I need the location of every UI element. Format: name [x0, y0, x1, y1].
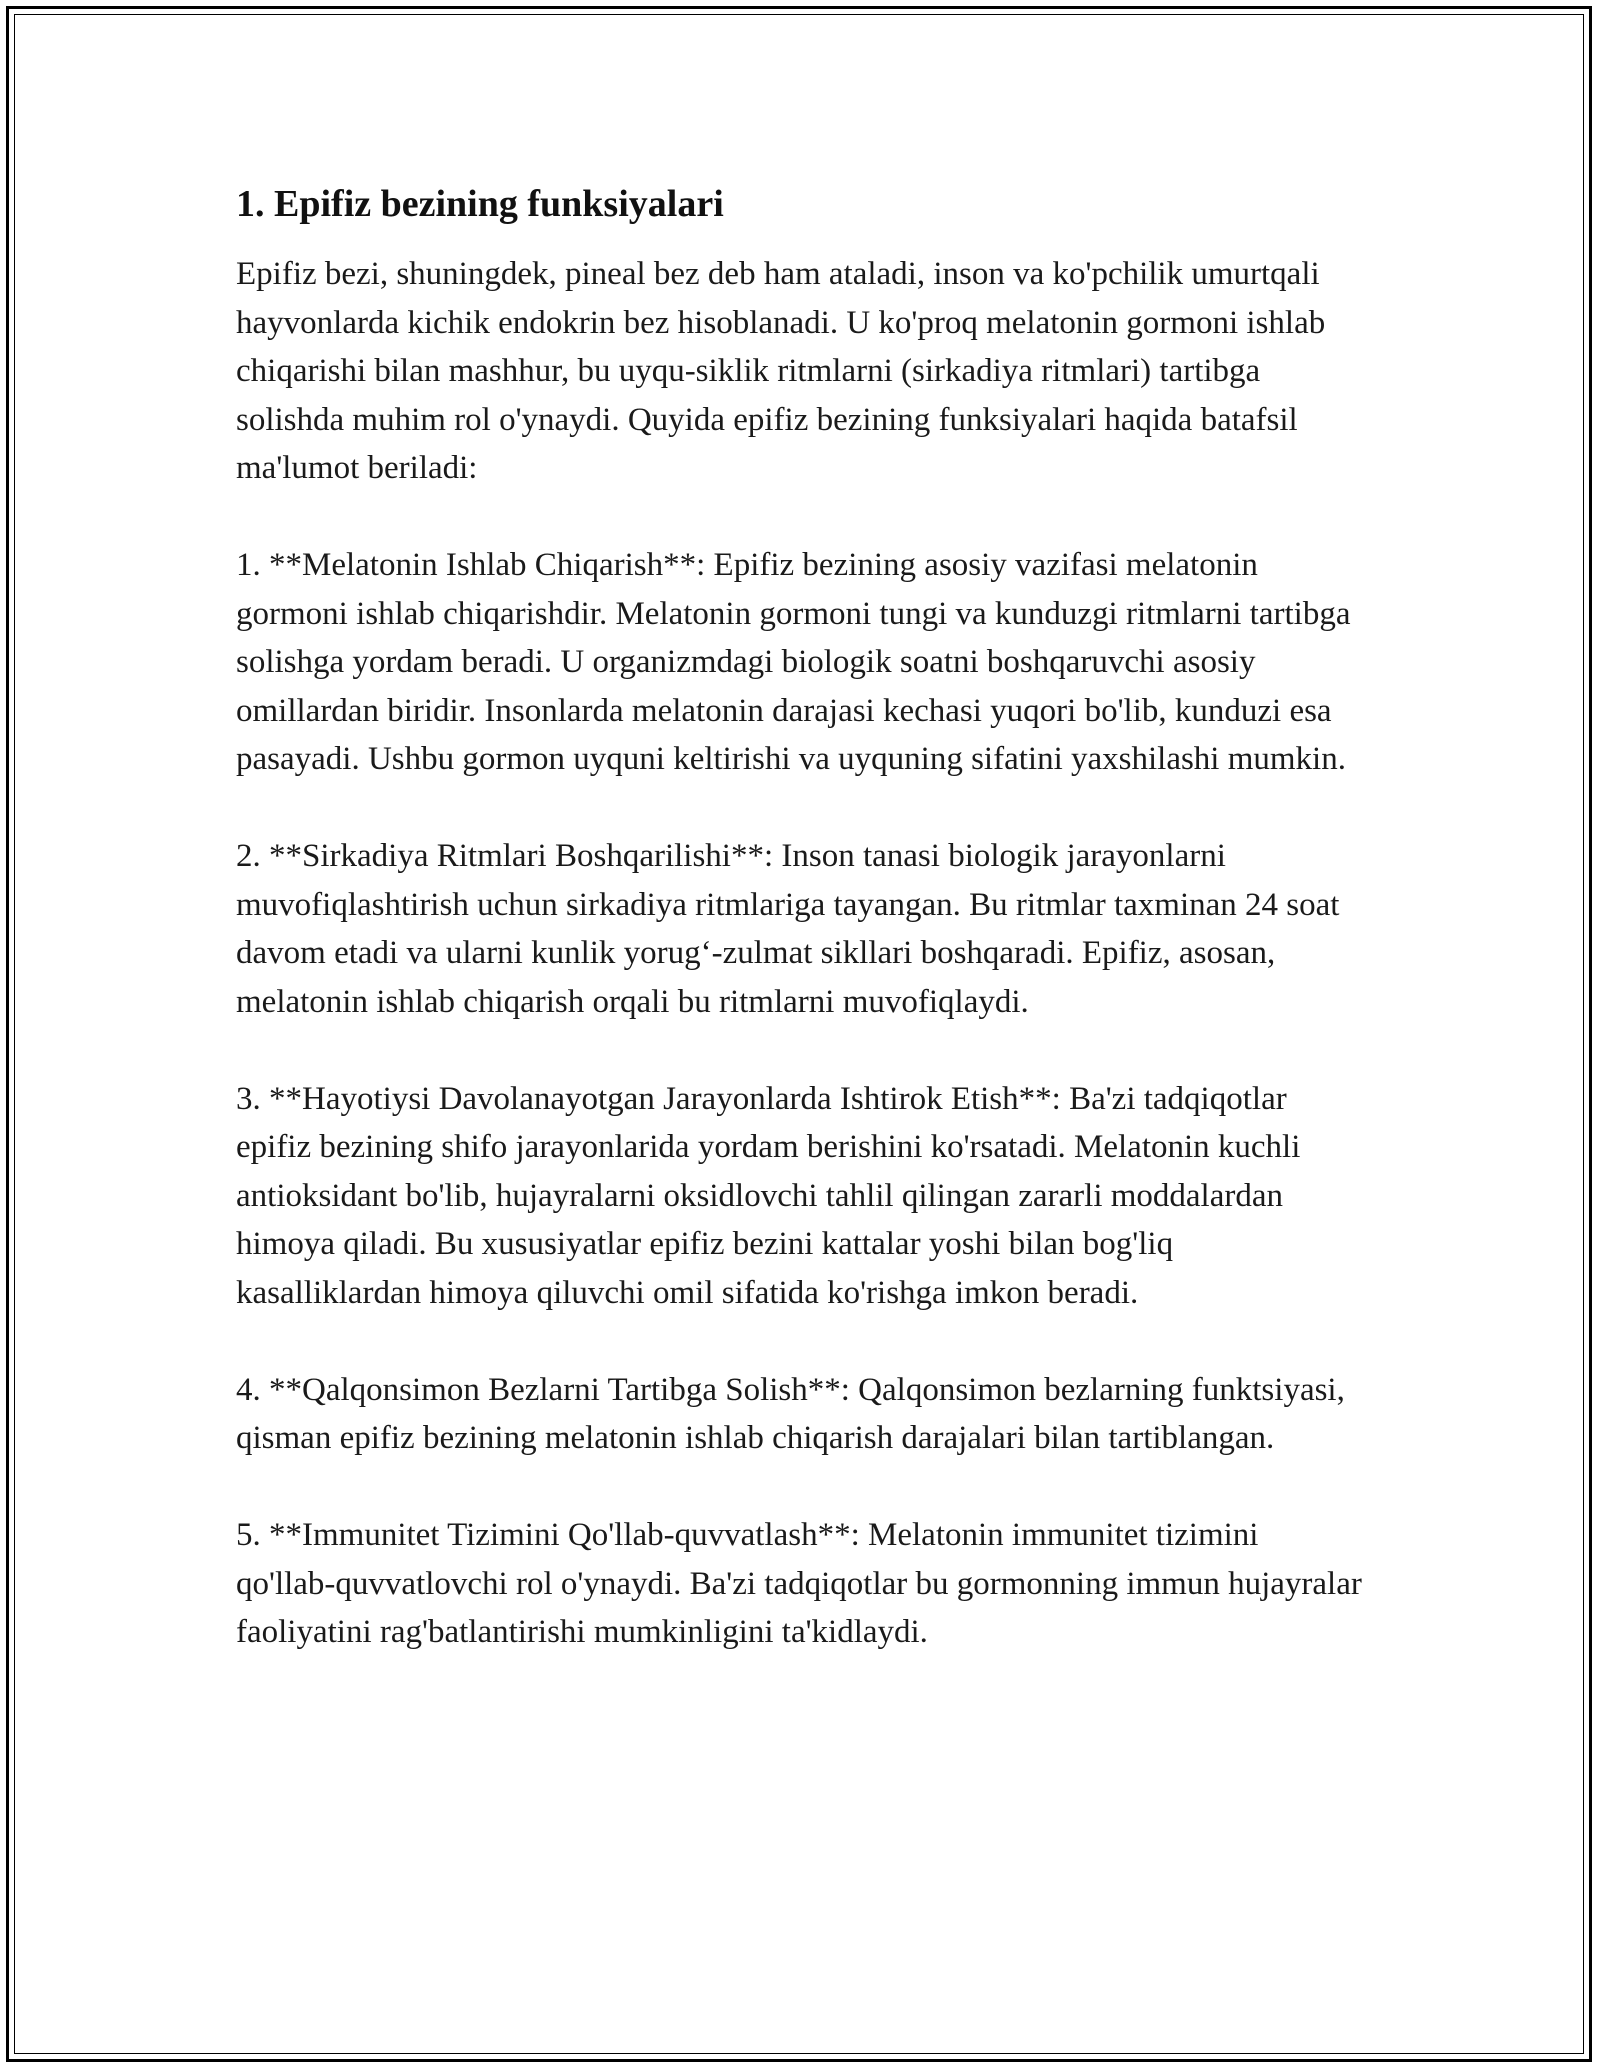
document-heading: 1. Epifiz bezining funksiyalari — [236, 183, 724, 225]
intro-paragraph: Epifiz bezi, shuningdek, pineal bez deb ham ataladi, inson va ko'pchilik umurtqali hayvonlarda kichik endokrin bez hisoblanadi. U ko'proq melatonin gormoni ishlab chiqarishi bilan mashhur, bu uyqu-siklik ritmlarni (sirkadiya ritmlari) tartibga solishda muhim rol o'ynaydi. Quyida epifiz bezining funksiyalari haqida batafsil ma'lumot beriladi: — [236, 256, 1326, 486]
list-item-immunity: 5. **Immunitet Tizimini Qo'llab-quvvatlash**: Melatonin immunitet tizimini qo'llab-quvvatlovchi rol o'ynaydi. Ba'zi tadqiqotlar bu gormonning immun hujayralar faoliyatini rag'batlantirishi mumkinligini ta'kidlaydi. — [236, 1517, 1362, 1650]
list-item-healing: 3. **Hayotiysi Davolanayotgan Jarayonlarda Ishtirok Etish**: Ba'zi tadqiqotlar epifiz bezining shifo jarayonlarida yordam berishini ko'rsatadi. Melatonin kuchli antioksidant bo'lib, hujayralarni oksidlovchi tahlil qilingan zararli moddalardan himoya qiladi. Bu xususiyatlar epifiz bezini kattalar yoshi bilan bog'liq kasalliklardan himoya qiluvchi omil sifatida ko'rishga imkon beradi. — [236, 1080, 1301, 1311]
list-item-melatonin: 1. **Melatonin Ishlab Chiqarish**: Epifiz bezining asosiy vazifasi melatonin gormoni ishlab chiqarishdir. Melatonin gormoni tungi va kunduzgi ritmlarni tartibga solishga yordam beradi. U organizmdagi biologik soatni boshqaruvchi asosiy omillardan biridir. Insonlarda melatonin darajasi kechasi yuqori bo'lib, kunduzi esa pasayadi. Ushbu gormon uyquni keltirishi va uyquning sifatini yaxshilashi mumkin. — [236, 547, 1351, 777]
list-item-circadian: 2. **Sirkadiya Ritmlari Boshqarilishi**: Inson tanasi biologik jarayonlarni muvofiqlashtirish uchun sirkadiya ritmlariga tayangan. Bu ritmlar taxminan 24 soat davom etadi va ularni kunlik yorug‘-zulmat sikllari boshqaradi. Epifiz, asosan, melatonin ishlab chiqarish orqali bu ritmlarni muvofiqlaydi. — [236, 838, 1340, 1020]
list-item-thyroid: 4. **Qalqonsimon Bezlarni Tartibga Solish**: Qalqonsimon bezlarning funktsiyasi, qisman epifiz bezining melatonin ishlab chiqarish darajalari bilan tartiblangan. — [236, 1371, 1345, 1456]
document-body — [236, 180, 1366, 1705]
